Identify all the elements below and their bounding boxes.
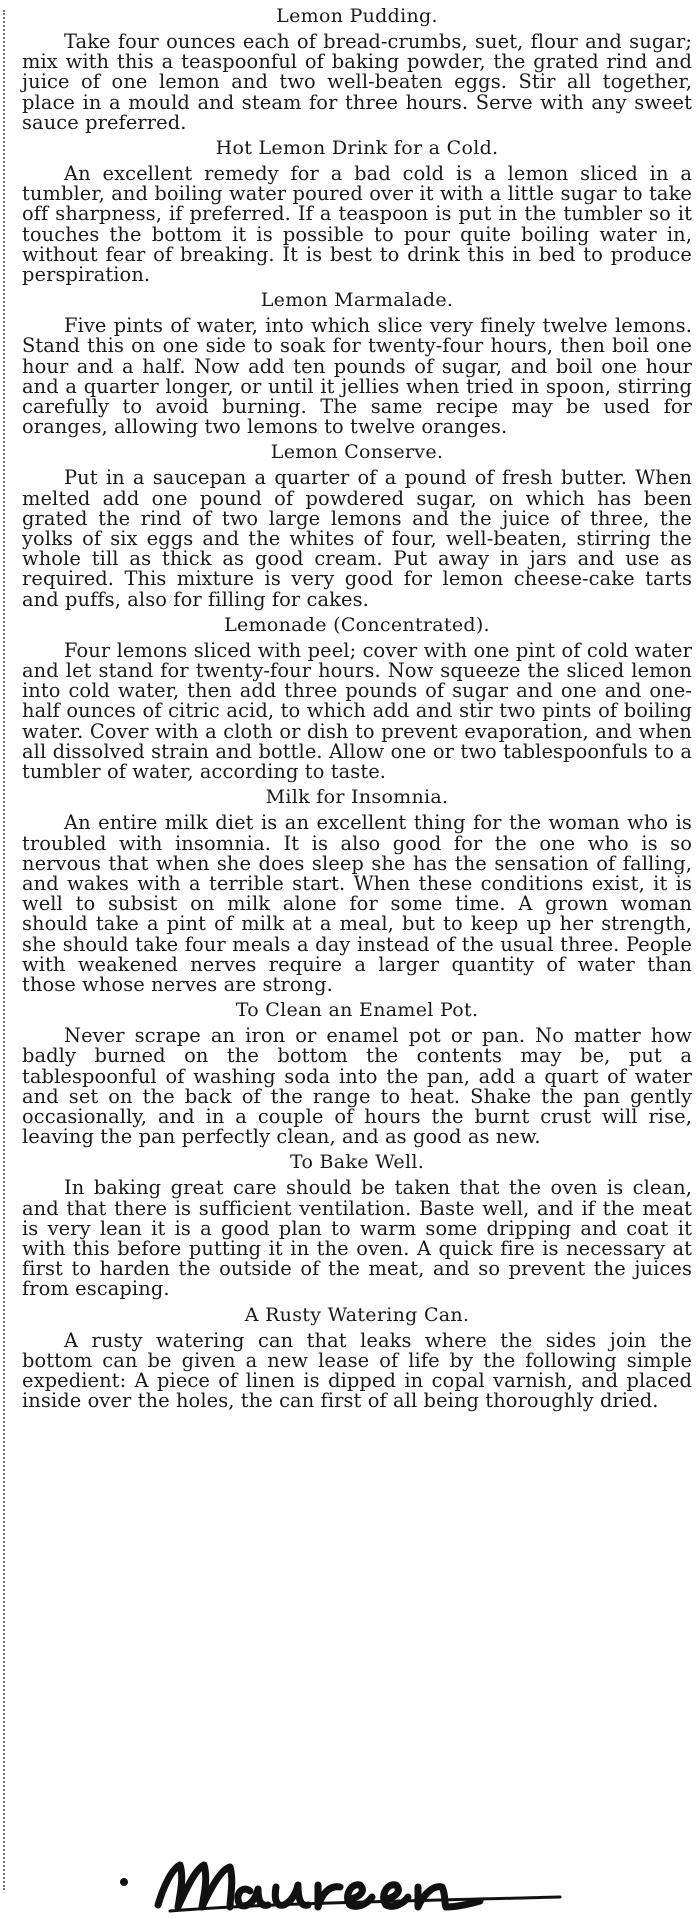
recipe-title: To Bake Well. xyxy=(289,1151,425,1174)
recipe-body: A rusty watering can that leaks where the sides join the bottom can be given a new lease of life by the following simple expedient: A piece of linen is dipped in copal varnish, and placed inside over the holes, the can first of all being thoroughly dried. xyxy=(22,1328,692,1413)
recipe-clean-enamel-pot xyxy=(22,1000,692,1147)
recipe-title: Lemon Marmalade. xyxy=(260,289,454,312)
recipe-to-bake-well xyxy=(22,1152,692,1299)
recipe-title: Lemonade (Concentrated). xyxy=(224,613,490,636)
column-edge-border xyxy=(3,10,13,1890)
recipe-body: Four lemons sliced with peel; cover with one pint of cold water and let stand for twenty-four hours. Now squeeze the sliced lemon into cold water, then add three pounds of sugar and one and one-half ounces of citric acid, to which add and stir two pints of boiling water. Cover with a cloth or dish to prevent evaporation, and when all dissolved strain and bottle. Allow one or two tablespoonfuls to a tumbler of water, according to taste. xyxy=(22,638,692,784)
recipe-lemon-marmalade xyxy=(22,290,692,437)
recipe-rusty-watering-can xyxy=(22,1305,692,1412)
recipe-body: An excellent remedy for a bad cold is a lemon sliced in a tumbler, and boiling water poured over it with a little sugar to take off sharpness, if preferred. If a teaspoon is put in the tumbler so it touches the bottom it is possible to pour quite boiling water in, without fear of breaking. It is best to drink this in bed to produce perspiration. xyxy=(22,162,692,287)
recipe-title: Lemon Conserve. xyxy=(270,441,444,464)
recipe-lemon-pudding xyxy=(22,6,692,133)
recipe-body: Take four ounces each of bread-crumbs, suet, flour and sugar; mix with this a teaspoonful of baking powder, the grated rind and juice of one lemon and two well-beaten eggs. Stir all together, place in a mould and steam for three hours. Serve with any sweet sauce preferred. xyxy=(22,30,692,134)
handwritten-signature xyxy=(150,1855,570,1915)
recipe-body: Never scrape an iron or enamel pot or pan. No matter how badly burned on the bottom the contents may be, put a tablespoonful of washing soda into the pan, add a quart of water and set on the back of the range to heat. Shake the pan gently occasionally, and in a couple of hours the burnt crust will rise, leaving the pan perfectly clean, and as good as new. xyxy=(22,1024,692,1149)
recipe-hot-lemon-drink xyxy=(22,138,692,285)
recipe-body: In baking great care should be taken that the oven is clean, and that there is sufficient ventilation. Baste well, and if the meat is very lean it is a good plan to warm some dripping and coat it with this before putting it in the oven. A quick fire is necessary at first to harden the outside of the meat, and so prevent the juices from escaping. xyxy=(22,1176,692,1301)
recipe-lemon-conserve xyxy=(22,442,692,609)
recipe-title: Hot Lemon Drink for a Cold. xyxy=(215,137,499,160)
recipe-body: Five pints of water, into which slice very finely twelve lemons. Stand this on one side to soak for twenty-four hours, then boil one hour and a half. Now add ten pounds of sugar, and boil one hour and a quarter longer, or until it jellies when tried in spoon, stirring carefully to avoid burning. The same recipe may be used for oranges, allowing two lemons to twelve oranges. xyxy=(22,314,692,439)
signature-bullet xyxy=(120,1878,128,1886)
recipe-body: An entire milk diet is an excellent thing for the woman who is troubled with insomnia. It is also good for the one who is so nervous that when she does sleep she has the sensation of falling, and wakes with a terrible start. When these conditions exist, it is well to subsist on milk alone for some time. A grown woman should take a pint of milk at a meal, but to keep up her strength, she should take four meals a day instead of the usual three. People with weakened nerves require a larger quantity of water than those whose nerves are strong. xyxy=(22,811,692,996)
recipe-title: To Clean an Enamel Pot. xyxy=(235,999,479,1022)
recipe-title: A Rusty Watering Can. xyxy=(244,1303,470,1326)
recipe-title: Lemon Pudding. xyxy=(276,5,438,27)
recipe-title: Milk for Insomnia. xyxy=(265,786,449,809)
recipe-milk-for-insomnia xyxy=(22,787,692,995)
recipe-lemonade xyxy=(22,615,692,782)
recipe-body: Put in a saucepan a quarter of a pound of fresh butter. When melted add one pound of powdered sugar, on which has been grated the rind of two large lemons and the juice of three, the yolks of six eggs and the whites of four, well-beaten, stirring the whole till as thick as good cream. Put away in jars and use as required. This mixture is very good for lemon cheese-cake tarts and puffs, also for filling for cakes. xyxy=(22,466,692,611)
